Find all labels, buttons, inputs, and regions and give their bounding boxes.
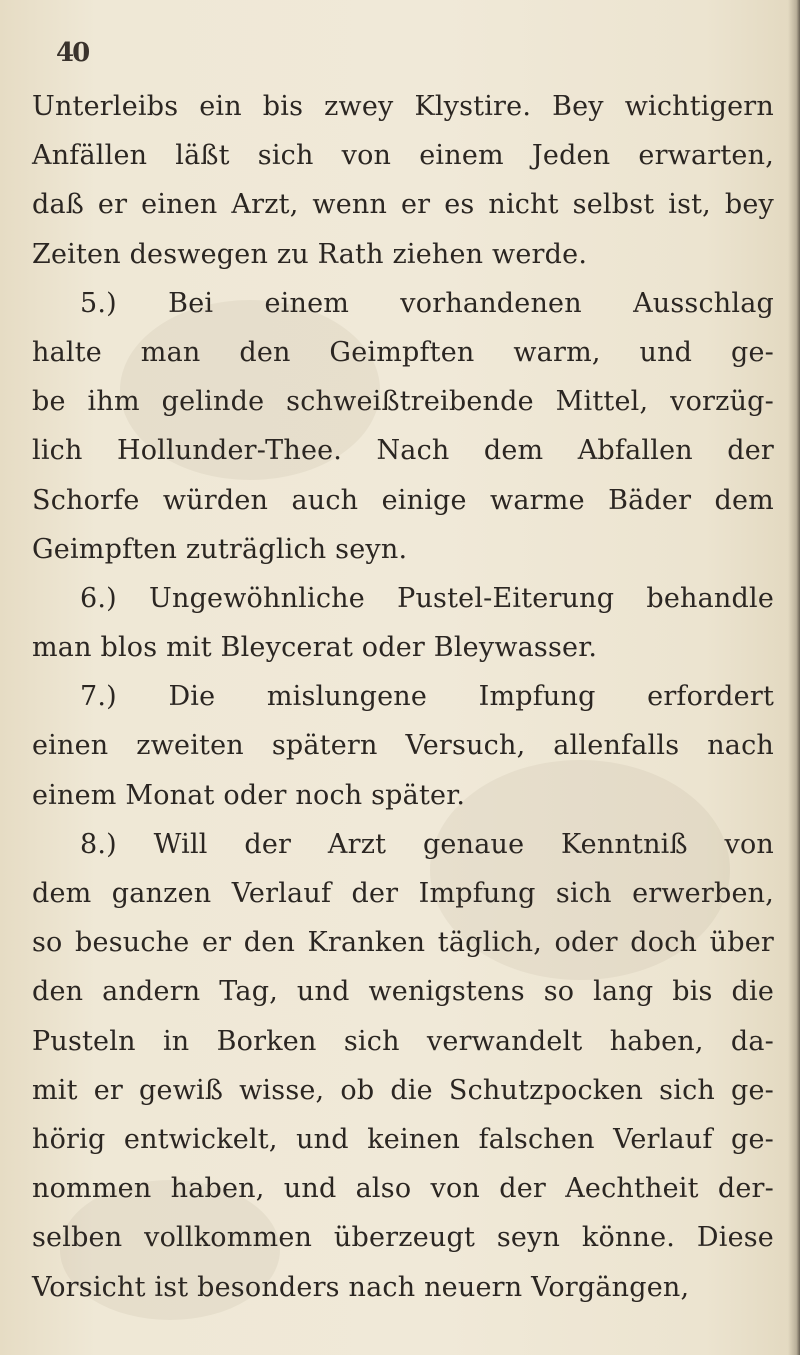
text-line: Schorfe würden auch einige warme Bäder dem bbox=[32, 484, 774, 516]
text-line: einen zweiten spätern Versuch, allenfalls nach bbox=[32, 730, 774, 762]
text-line: Unterleibs ein bis zwey Klystire. Bey wichtigern bbox=[32, 91, 774, 122]
text-line: daß er einen Arzt, wenn er es nicht selbst ist, bey bbox=[32, 189, 774, 221]
text-line: selben vollkommen überzeugt seyn könne. Diese bbox=[32, 1222, 774, 1254]
text-line: 5.) Bei einem vorhandenen Ausschlag bbox=[80, 287, 774, 319]
text-line: Geimpften zuträglich seyn. bbox=[32, 533, 408, 565]
text-line: Zeiten deswegen zu Rath ziehen werde. bbox=[32, 238, 588, 270]
body-text bbox=[32, 82, 774, 1312]
page-number: 40 bbox=[56, 38, 89, 68]
text-line: einem Monat oder noch später. bbox=[32, 779, 466, 811]
text-line: 8.) Will der Arzt genaue Kenntniß von bbox=[80, 828, 774, 860]
text-line: nommen haben, und also von der Aechtheit der- bbox=[32, 1173, 774, 1205]
text-line: hörig entwickelt, und keinen falschen Verlauf ge- bbox=[32, 1123, 774, 1155]
text-line: dem ganzen Verlauf der Impfung sich erwerben, bbox=[32, 878, 774, 909]
page-edge-shadow bbox=[788, 0, 800, 1355]
text-line: be ihm gelinde schweißtreibende Mittel, vorzüg- bbox=[32, 386, 774, 418]
text-line: so besuche er den Kranken täglich, oder doch über bbox=[32, 927, 774, 959]
text-line: man blos mit Bleycerat oder Bleywasser. bbox=[32, 632, 598, 664]
text-line: 7.) Die mislungene Impfung erfordert bbox=[80, 681, 774, 713]
text-line: halte man den Geimpften warm, und ge- bbox=[32, 336, 774, 368]
text-line: Vorsicht ist besonders nach neuern Vorgängen, bbox=[32, 1271, 690, 1303]
text-line: Anfällen läßt sich von einem Jeden erwarten, bbox=[32, 140, 774, 172]
text-line: mit er gewiß wisse, ob die Schutzpocken sich ge- bbox=[32, 1074, 774, 1106]
text-line: Pusteln in Borken sich verwandelt haben, da- bbox=[32, 1025, 774, 1057]
text-line: den andern Tag, und wenigstens so lang bis die bbox=[32, 976, 774, 1008]
text-line: lich Hollunder-Thee. Nach dem Abfallen der bbox=[32, 435, 774, 467]
text-line: 6.) Ungewöhnliche Pustel-Eiterung behandle bbox=[80, 582, 774, 614]
